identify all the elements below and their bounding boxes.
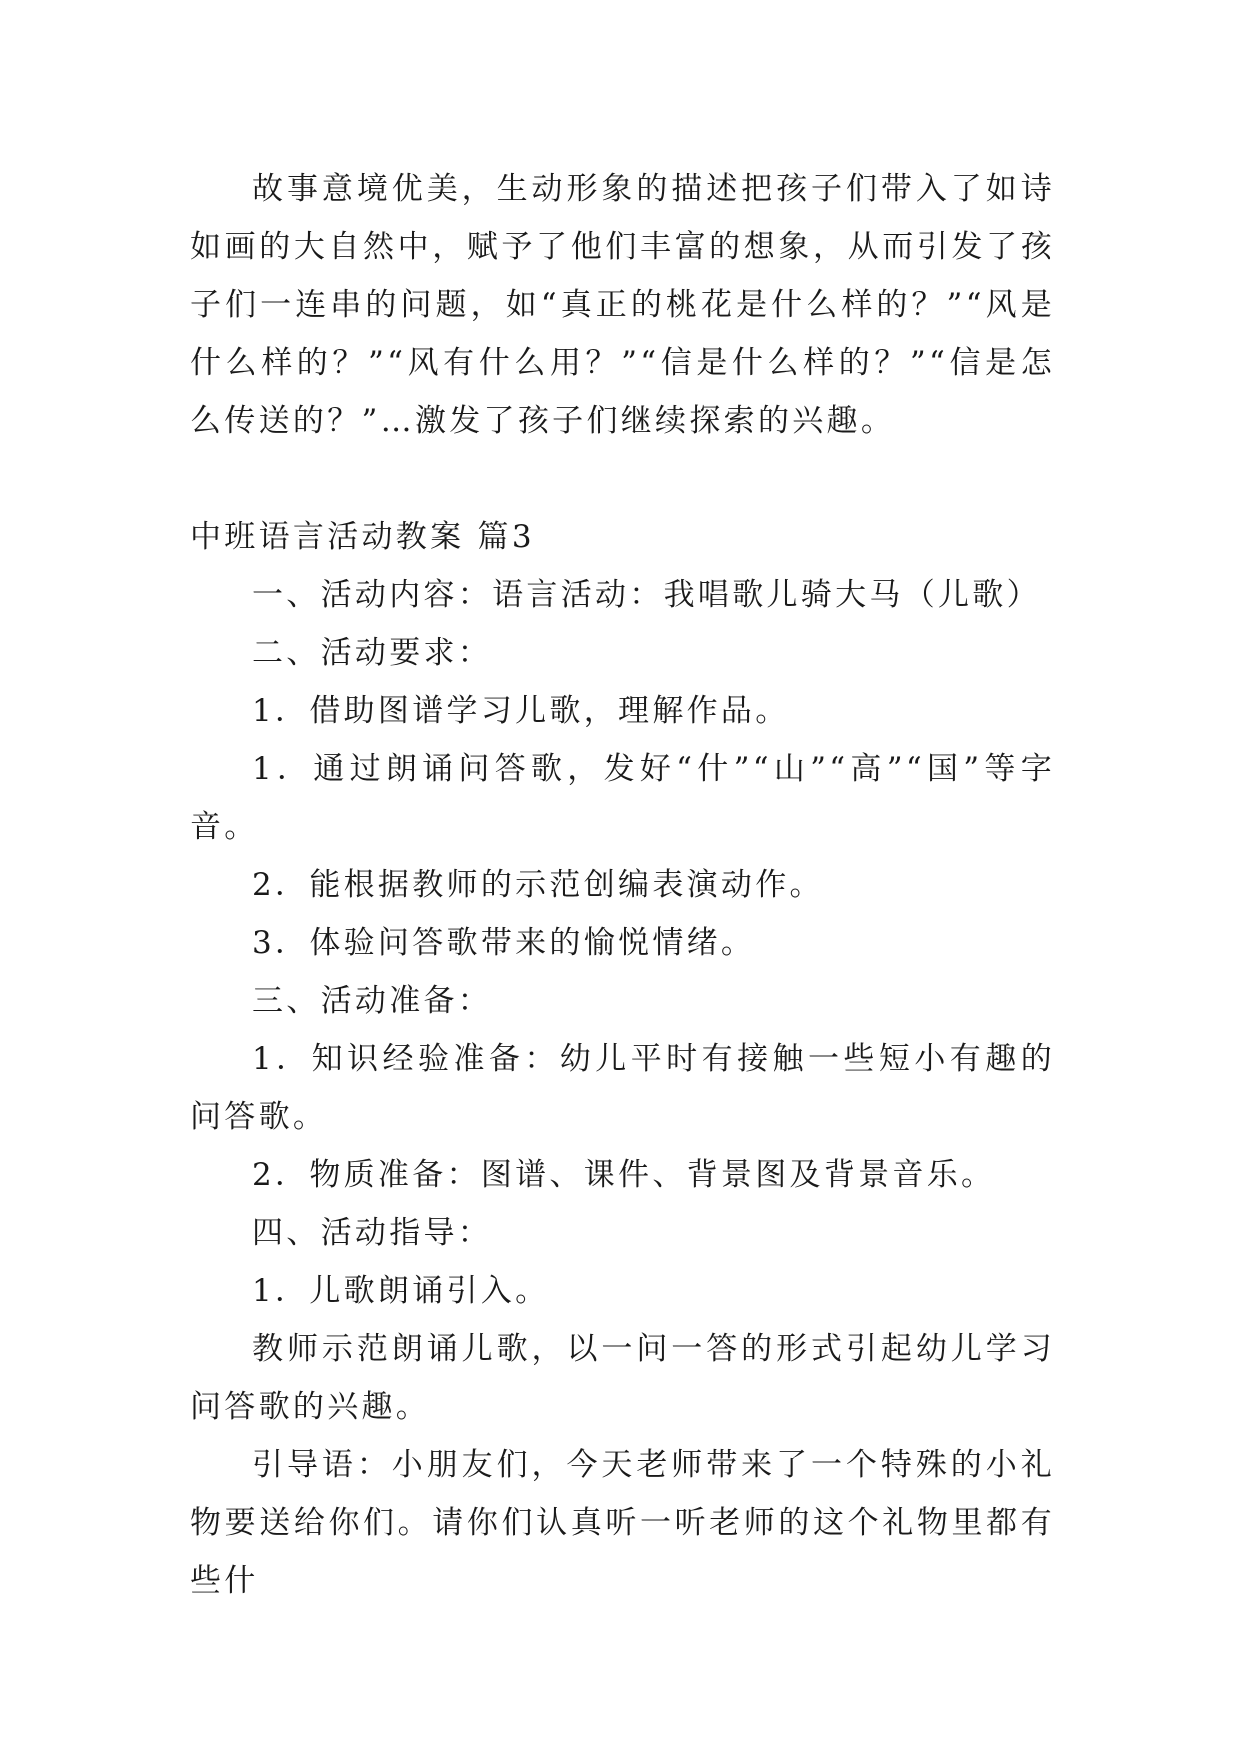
- requirement-item: 2．能根据教师的示范创编表演动作。: [252, 867, 824, 903]
- activity-preparation-heading: 三、活动准备：: [252, 983, 493, 1019]
- guidance-paragraph: 教师示范朗诵儿歌，以一问一答的形式引起幼儿学习问答歌的兴趣。: [190, 1331, 1055, 1425]
- activity-content: 一、活动内容：语言活动：我唱歌儿骑大马（儿歌）: [252, 577, 1041, 613]
- preparation-item: 2．物质准备：图谱、课件、背景图及背景音乐。: [252, 1157, 996, 1193]
- intro-paragraph: 故事意境优美，生动形象的描述把孩子们带入了如诗如画的大自然中，赋予了他们丰富的想象，从而引发了孩子们一连串的问题，如“真正的桃花是什么样的？”“风是什么样的？”“风有什么用？”“信是什么样的？”“信是怎么传送的？”…激发了孩子们继续探索的兴趣。: [190, 171, 1055, 439]
- section-spacer: [190, 450, 1055, 508]
- requirement-item: 1．通过朗诵问答歌，发好“什”“山”“高”“国”等字音。: [190, 751, 1055, 845]
- section-title: 中班语言活动教案 篇3: [190, 519, 535, 555]
- preparation-item: 1．知识经验准备：幼儿平时有接触一些短小有趣的问答歌。: [190, 1041, 1055, 1135]
- document-body: [190, 160, 1055, 1610]
- activity-requirements-heading: 二、活动要求：: [252, 635, 493, 671]
- activity-guidance-heading: 四、活动指导：: [252, 1215, 493, 1251]
- requirement-item: 1．借助图谱学习儿歌，理解作品。: [252, 693, 790, 729]
- requirement-item: 3．体验问答歌带来的愉悦情绪。: [252, 925, 756, 961]
- guidance-paragraph: 引导语：小朋友们，今天老师带来了一个特殊的小礼物要送给你们。请你们认真听一听老师的这个礼物里都有些什: [190, 1447, 1055, 1599]
- guidance-item: 1．儿歌朗诵引入。: [252, 1273, 550, 1309]
